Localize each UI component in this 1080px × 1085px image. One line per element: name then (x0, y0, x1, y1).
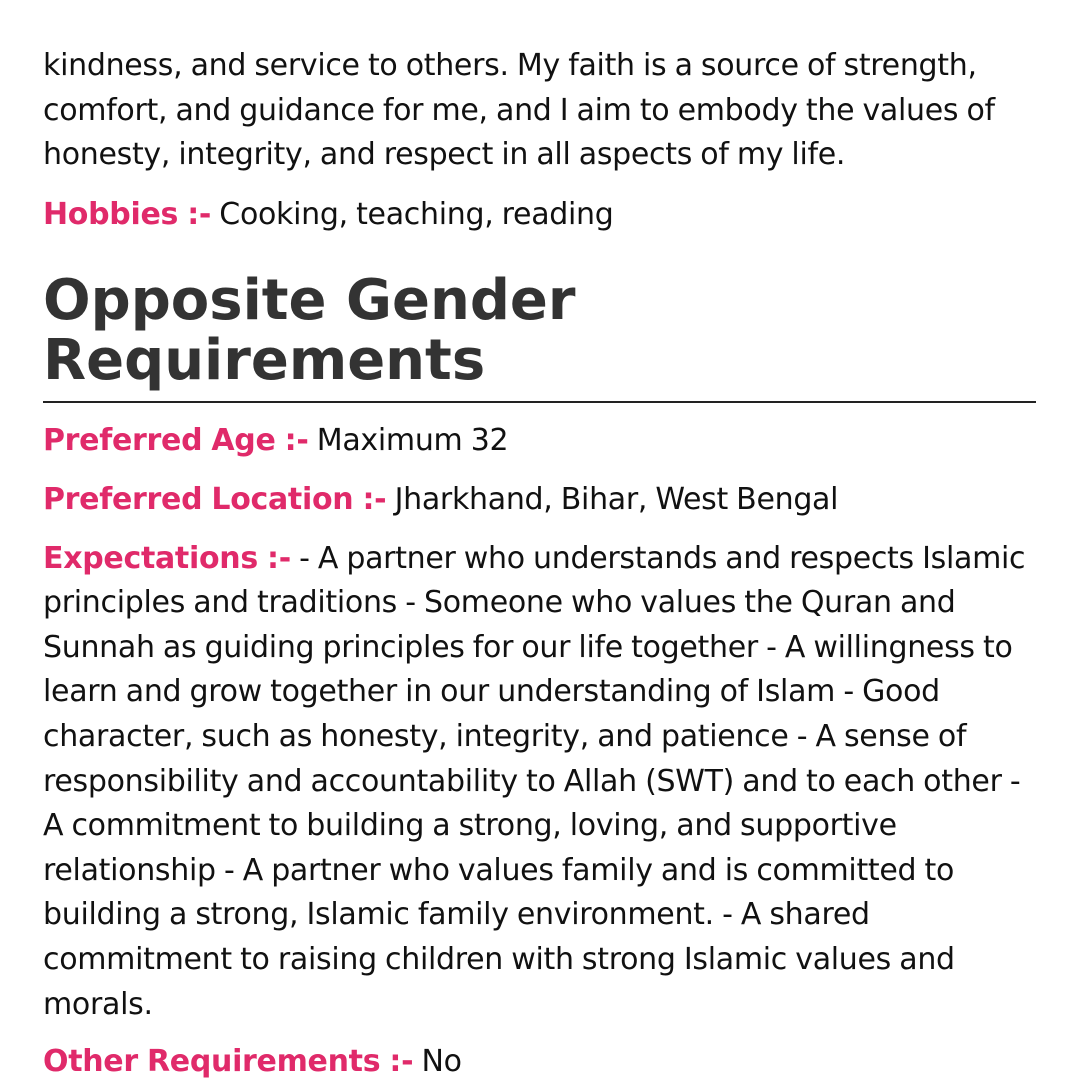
hobbies-label: Hobbies :- (43, 196, 212, 232)
profile-document (43, 44, 1043, 1085)
preferred-location-field (43, 478, 1043, 523)
expectations-value: - A partner who understands and respects Islamic principles and traditions - Someone who values the Quran and Sunnah as guiding principles for our life together - A willingness to learn and grow together in our understanding of Islam - Good character, such as honesty, integrity, and patience - A sense of responsibility and accountability to Allah (SWT) and to each other - A commitment to building a strong, loving, and supportive relationship - A partner who values family and is committed to building a strong, Islamic family environment. - A shared commitment to raising children with strong Islamic values and morals. (43, 540, 1026, 1022)
section-title: Opposite Gender Requirements (43, 271, 1036, 403)
intro-paragraph: kindness, and service to others. My faith is a source of strength, comfort, and guidance for me, and I aim to embody the values of honesty, integrity, and respect in all aspects of my life. (43, 48, 995, 173)
expectations-label: Expectations :- (43, 540, 291, 576)
hobbies-value: Cooking, teaching, reading (219, 196, 614, 232)
preferred-location-value: Jharkhand, Bihar, West Bengal (394, 481, 839, 517)
expectations-field (43, 537, 1043, 1028)
other-requirements-field (43, 1040, 1043, 1085)
preferred-location-label: Preferred Location :- (43, 481, 387, 517)
preferred-age-label: Preferred Age :- (43, 423, 309, 459)
hobbies-field (43, 193, 1043, 238)
other-requirements-label: Other Requirements :- (43, 1044, 414, 1080)
preferred-age-field (43, 419, 1043, 464)
preferred-age-value: Maximum 32 (316, 423, 509, 459)
other-requirements-value: No (421, 1044, 462, 1080)
